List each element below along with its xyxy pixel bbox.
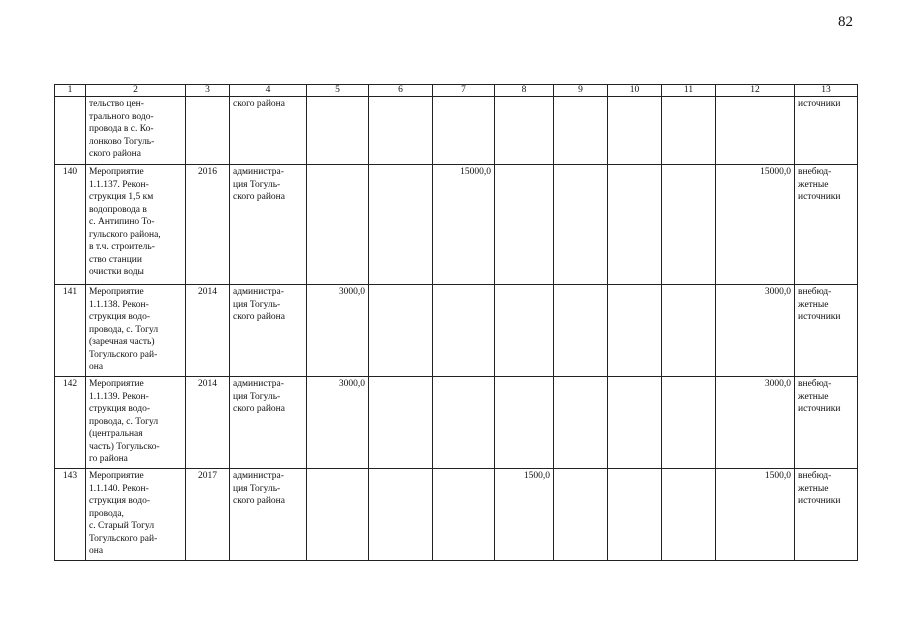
- table-row: [55, 165, 858, 285]
- column-header-4: 4: [230, 85, 307, 97]
- column-header-11: 11: [662, 85, 716, 97]
- value-col-5: [307, 165, 369, 285]
- value-col-11: [662, 97, 716, 165]
- value-col-9: [554, 377, 608, 469]
- value-col-7: 15000,0: [433, 165, 495, 285]
- column-header-2: 2: [86, 85, 186, 97]
- year: 2014: [186, 285, 230, 377]
- column-header-1: 1: [55, 85, 86, 97]
- table-row: [55, 377, 858, 469]
- value-col-7: [433, 97, 495, 165]
- value-col-6: [369, 285, 433, 377]
- value-col-11: [662, 165, 716, 285]
- program-table: [54, 84, 858, 561]
- measure-name: Мероприятие 1.1.137. Рекон- струкция 1,5 км водопровода в с. Антипино То- гульского района, в т.ч. строитель- ство станции очистки воды: [86, 165, 186, 285]
- column-header-9: 9: [554, 85, 608, 97]
- value-col-8: [495, 285, 554, 377]
- executor: администра- ция Тогуль- ского района: [230, 469, 307, 561]
- column-header-7: 7: [433, 85, 495, 97]
- row-number: 141: [55, 285, 86, 377]
- column-header-3: 3: [186, 85, 230, 97]
- value-col-9: [554, 469, 608, 561]
- funding-source: источники: [795, 97, 858, 165]
- row-number: 142: [55, 377, 86, 469]
- year: 2014: [186, 377, 230, 469]
- funding-source: внебюд- жетные источники: [795, 165, 858, 285]
- value-col-9: [554, 97, 608, 165]
- value-col-5: [307, 469, 369, 561]
- value-col-7: [433, 285, 495, 377]
- funding-source: внебюд- жетные источники: [795, 285, 858, 377]
- measure-name: тельство цен- трального водо- провода в с. Ко- лонково Тогуль- ского района: [86, 97, 186, 165]
- value-col-5: 3000,0: [307, 285, 369, 377]
- measure-name: Мероприятие 1.1.140. Рекон- струкция водо- провода, с. Старый Тогул Тогульского рай- она: [86, 469, 186, 561]
- column-header-10: 10: [608, 85, 662, 97]
- value-col-8: [495, 165, 554, 285]
- value-col-12: 3000,0: [716, 285, 795, 377]
- funding-source: внебюд- жетные источники: [795, 377, 858, 469]
- value-col-10: [608, 97, 662, 165]
- value-col-12: 3000,0: [716, 377, 795, 469]
- page-number: 82: [838, 14, 853, 30]
- value-col-11: [662, 377, 716, 469]
- row-number: 140: [55, 165, 86, 285]
- value-col-5: 3000,0: [307, 377, 369, 469]
- measure-name: Мероприятие 1.1.138. Рекон- струкция водо- провода, с. Тогул (заречная часть) Тогульского рай- она: [86, 285, 186, 377]
- value-col-10: [608, 165, 662, 285]
- value-col-6: [369, 377, 433, 469]
- table-row: [55, 469, 858, 561]
- column-header-8: 8: [495, 85, 554, 97]
- value-col-12: 15000,0: [716, 165, 795, 285]
- executor: администра- ция Тогуль- ского района: [230, 377, 307, 469]
- funding-source: внебюд- жетные источники: [795, 469, 858, 561]
- header-row: [55, 85, 858, 97]
- value-col-9: [554, 285, 608, 377]
- column-header-6: 6: [369, 85, 433, 97]
- value-col-8: [495, 97, 554, 165]
- column-header-13: 13: [795, 85, 858, 97]
- value-col-7: [433, 469, 495, 561]
- executor: администра- ция Тогуль- ского района: [230, 165, 307, 285]
- value-col-11: [662, 469, 716, 561]
- executor: администра- ция Тогуль- ского района: [230, 285, 307, 377]
- measure-name: Мероприятие 1.1.139. Рекон- струкция водо- провода, с. Тогул (центральная часть) Тогульско- го района: [86, 377, 186, 469]
- value-col-10: [608, 377, 662, 469]
- value-col-9: [554, 165, 608, 285]
- value-col-6: [369, 165, 433, 285]
- column-header-12: 12: [716, 85, 795, 97]
- year: [186, 97, 230, 165]
- row-number: 143: [55, 469, 86, 561]
- executor: ского района: [230, 97, 307, 165]
- value-col-7: [433, 377, 495, 469]
- row-number: [55, 97, 86, 165]
- table-row: [55, 285, 858, 377]
- year: 2017: [186, 469, 230, 561]
- value-col-6: [369, 97, 433, 165]
- value-col-6: [369, 469, 433, 561]
- column-header-5: 5: [307, 85, 369, 97]
- value-col-8: 1500,0: [495, 469, 554, 561]
- value-col-12: 1500,0: [716, 469, 795, 561]
- table-row: [55, 97, 858, 165]
- value-col-10: [608, 469, 662, 561]
- value-col-12: [716, 97, 795, 165]
- value-col-10: [608, 285, 662, 377]
- value-col-8: [495, 377, 554, 469]
- value-col-11: [662, 285, 716, 377]
- value-col-5: [307, 97, 369, 165]
- year: 2016: [186, 165, 230, 285]
